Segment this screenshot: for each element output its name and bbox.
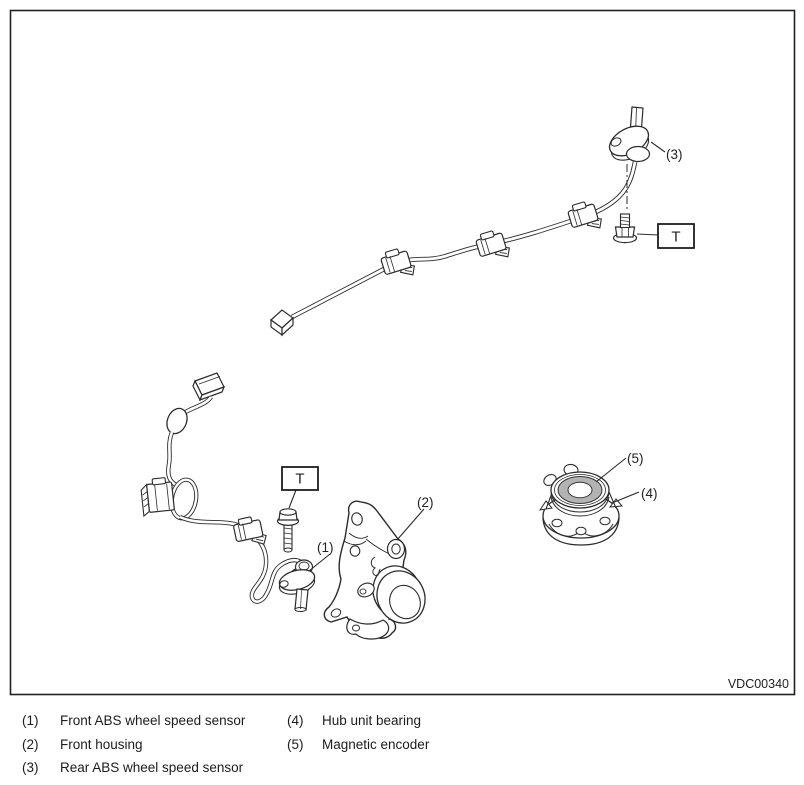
legend-num: (1)	[22, 713, 39, 728]
legend-label: Rear ABS wheel speed sensor	[60, 760, 244, 775]
legend-spacer	[287, 756, 322, 780]
legend-spacer	[322, 756, 429, 780]
callout-5: (5)	[627, 451, 644, 466]
torque-symbol-label: T	[671, 228, 681, 246]
figure-code: VDC00340	[727, 677, 789, 691]
legend-num: (2)	[22, 736, 39, 752]
legend-label: Magnetic encoder	[322, 736, 430, 752]
callout-1: (1)	[317, 540, 334, 555]
legend-num: (3)	[22, 760, 39, 775]
torque-symbol-label: T	[295, 470, 305, 488]
legend-num: (4)	[287, 713, 304, 728]
callout-2: (2)	[417, 495, 434, 510]
legend-num: (5)	[287, 736, 304, 752]
legend-label: Front ABS wheel speed sensor	[60, 713, 246, 728]
callout-4: (4)	[641, 486, 658, 501]
legend	[22, 709, 429, 780]
callout-3: (3)	[666, 147, 683, 162]
legend-label: Hub unit bearing	[322, 713, 422, 728]
legend-label: Front housing	[60, 736, 143, 752]
